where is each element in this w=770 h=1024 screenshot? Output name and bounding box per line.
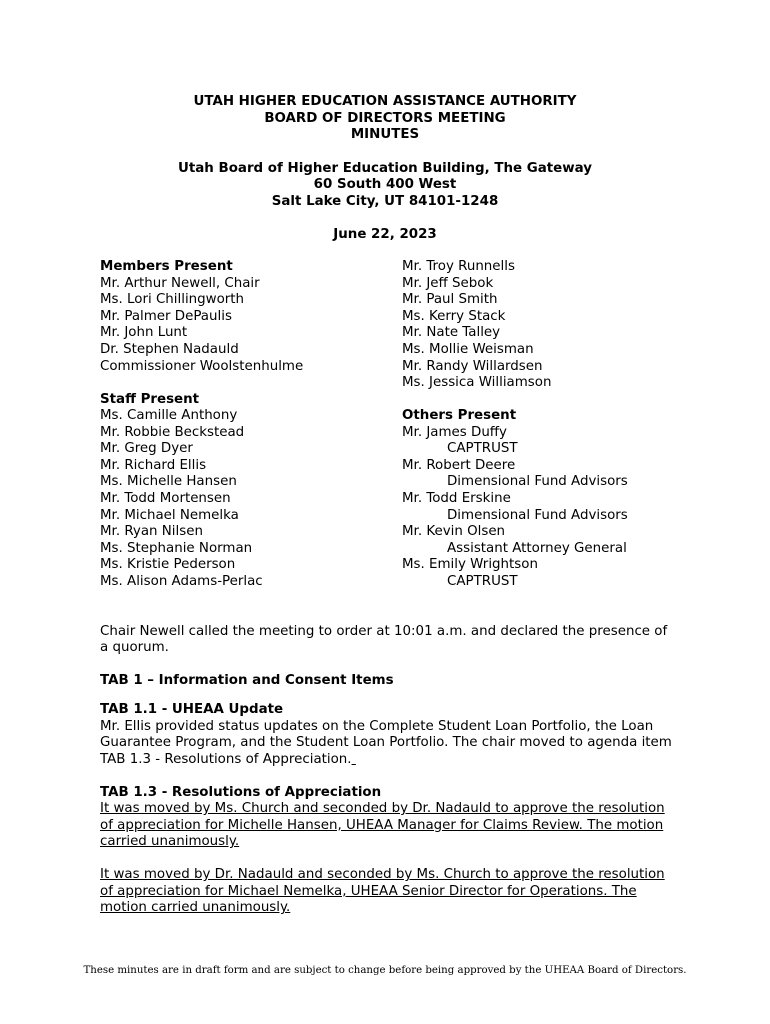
staff-name: Ms. Michelle Hansen — [100, 474, 237, 490]
guest-name: Mr. Todd Erskine — [402, 490, 511, 506]
meeting-date: June 22, 2023 — [333, 226, 437, 242]
call-to-order-paragraph: Chair Newell called the meeting to order at 10:01 a.m. and declared the presence of a quorum. — [100, 623, 668, 656]
tab11-heading: TAB 1.1 - UHEAA Update — [100, 702, 284, 717]
tab13-heading: TAB 1.3 - Resolutions of Appreciation — [100, 784, 382, 800]
staff-name: Mr. Ryan Nilsen — [100, 524, 203, 540]
location-line-2: 60 South 400 West — [313, 177, 457, 192]
trailing-underline — [352, 752, 356, 767]
draft-disclaimer-footer: These minutes are in draft form and are subject to change before being approved by the UHEAA Board of Directors. — [83, 965, 687, 976]
motion-paragraph-2: It was moved by Dr. Nadauld and seconded by Ms. Church to approve the resolution of appreciation for Michael Nemelka, UHEAA Senior Director for Operations. The motion carried unanimously. — [100, 867, 665, 916]
staff-name: Ms. Alison Adams-Perlac — [100, 574, 263, 590]
others-present-heading: Others Present — [402, 408, 517, 423]
guest-affiliation: CAPTRUST — [447, 441, 518, 457]
staff-name: Mr. Richard Ellis — [100, 457, 207, 473]
board-title: BOARD OF DIRECTORS MEETING — [264, 110, 506, 126]
guest-affiliation: Dimensional Fund Advisors — [447, 507, 628, 523]
others-present-section — [402, 408, 628, 591]
guest-affiliation: Dimensional Fund Advisors — [447, 474, 628, 490]
staff-present-heading: Staff Present — [100, 391, 200, 407]
staff-name: Mr. Robbie Beckstead — [100, 424, 245, 440]
guest-name: Ms. Emily Wrightson — [402, 557, 538, 573]
motion-paragraph-1: It was moved by Ms. Church and seconded by Dr. Nadauld to approve the resolution of appreciation for Michelle Hansen, UHEAA Manager for Claims Review. The motion carried unanimously. — [100, 801, 665, 850]
member-name: Mr. Nate Talley — [402, 325, 501, 341]
member-name: Dr. Stephen Nadauld — [100, 341, 239, 357]
guest-affiliation: Assistant Attorney General — [447, 540, 627, 556]
staff-name: Ms. Stephanie Norman — [100, 540, 253, 556]
guest-name: Mr. Kevin Olsen — [402, 524, 506, 540]
guest-name: Mr. James Duffy — [402, 424, 507, 440]
staff-name: Ms. Kristie Pederson — [100, 557, 236, 573]
guest-name: Mr. Robert Deere — [402, 457, 516, 473]
member-name: Mr. Troy Runnells — [402, 259, 515, 274]
members-present-section — [100, 259, 303, 375]
staff-present-section — [100, 392, 263, 591]
member-name: Ms. Mollie Weisman — [402, 341, 534, 357]
members-present-heading: Members Present — [100, 259, 233, 274]
staff-name: Mr. Greg Dyer — [100, 441, 193, 457]
staff-name: Mr. Michael Nemelka — [100, 507, 239, 523]
member-name: Mr. Palmer DePaulis — [100, 308, 232, 324]
tab1-heading: TAB 1 – Information and Consent Items — [100, 673, 394, 688]
staff-name: Ms. Camille Anthony — [100, 408, 238, 424]
org-title: UTAH HIGHER EDUCATION ASSISTANCE AUTHORITY — [193, 94, 577, 109]
member-name: Ms. Jessica Williamson — [402, 375, 552, 391]
member-name: Commissioner Woolstenhulme — [100, 358, 304, 374]
location-line-1: Utah Board of Higher Education Building, The Gateway — [178, 160, 592, 176]
member-name: Mr. Arthur Newell, Chair — [100, 275, 260, 291]
location-line-3: Salt Lake City, UT 84101-1248 — [271, 193, 499, 209]
member-name: Mr. Randy Willardsen — [402, 358, 543, 374]
tab11-paragraph — [100, 719, 675, 769]
members-present-col2 — [402, 259, 551, 392]
doc-type-title: MINUTES — [350, 127, 420, 142]
guest-affiliation: CAPTRUST — [447, 573, 518, 589]
member-name: Mr. John Lunt — [100, 325, 188, 341]
member-name: Ms. Lori Chillingworth — [100, 292, 245, 308]
member-name: Mr. Jeff Sebok — [402, 275, 494, 291]
member-name: Ms. Kerry Stack — [402, 308, 506, 324]
tab11-text: Mr. Ellis provided status updates on the Complete Student Loan Portfolio, the Loan Guarantee Program, and the Student Loan Portfolio. The chair moved to agenda item TAB 1.3 - Resolutions of Appreciation. — [100, 718, 672, 767]
member-name: Mr. Paul Smith — [402, 292, 498, 308]
staff-name: Mr. Todd Mortensen — [100, 491, 231, 507]
